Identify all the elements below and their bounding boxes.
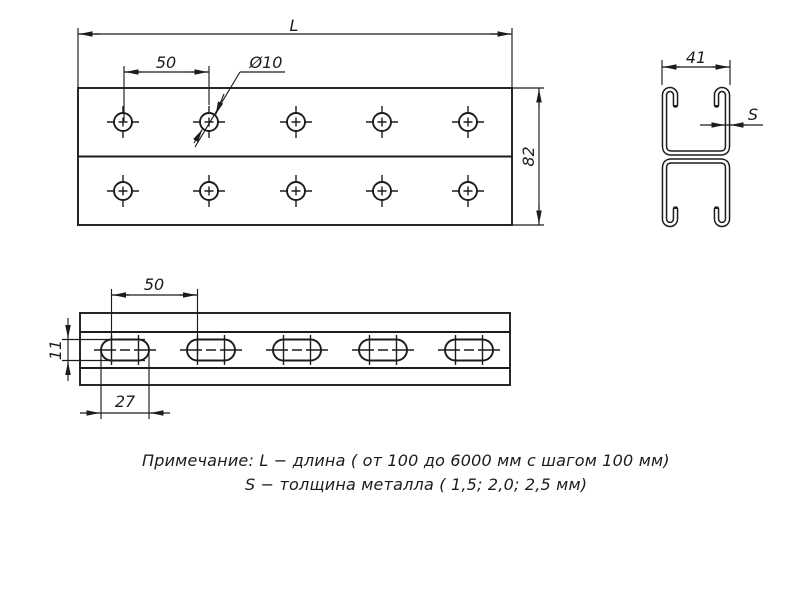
dim-label-hole-spacing: 50: [155, 53, 177, 72]
dim-label-thickness: S: [747, 105, 759, 124]
section-profile: [665, 90, 728, 225]
note-line-1: Примечание: L − длина ( от 100 до 6000 мм с шагом 100 мм): [142, 451, 670, 470]
note-line-2: S − толщина металла ( 1,5; 2,0; 2,5 мм): [245, 475, 588, 494]
dimension-section-width: [662, 48, 730, 85]
dim-label-section-width: 41: [685, 48, 707, 67]
dimension-thickness: [700, 105, 763, 125]
plan-view: [78, 16, 544, 225]
dim-label-slot-spacing: 50: [143, 275, 165, 294]
side-view: [46, 275, 510, 419]
dim-label-plate-height: 82: [519, 146, 538, 167]
dim-label-slot-height: 11: [46, 339, 65, 361]
section-view: [662, 48, 763, 225]
dim-label-length: L: [289, 16, 299, 35]
dimension-plate-height: [512, 88, 544, 225]
dimension-length-L: [78, 16, 512, 88]
dim-label-hole-diameter: Ø10: [249, 53, 283, 72]
notes: [142, 451, 670, 494]
dim-label-slot-length: 27: [114, 392, 136, 411]
